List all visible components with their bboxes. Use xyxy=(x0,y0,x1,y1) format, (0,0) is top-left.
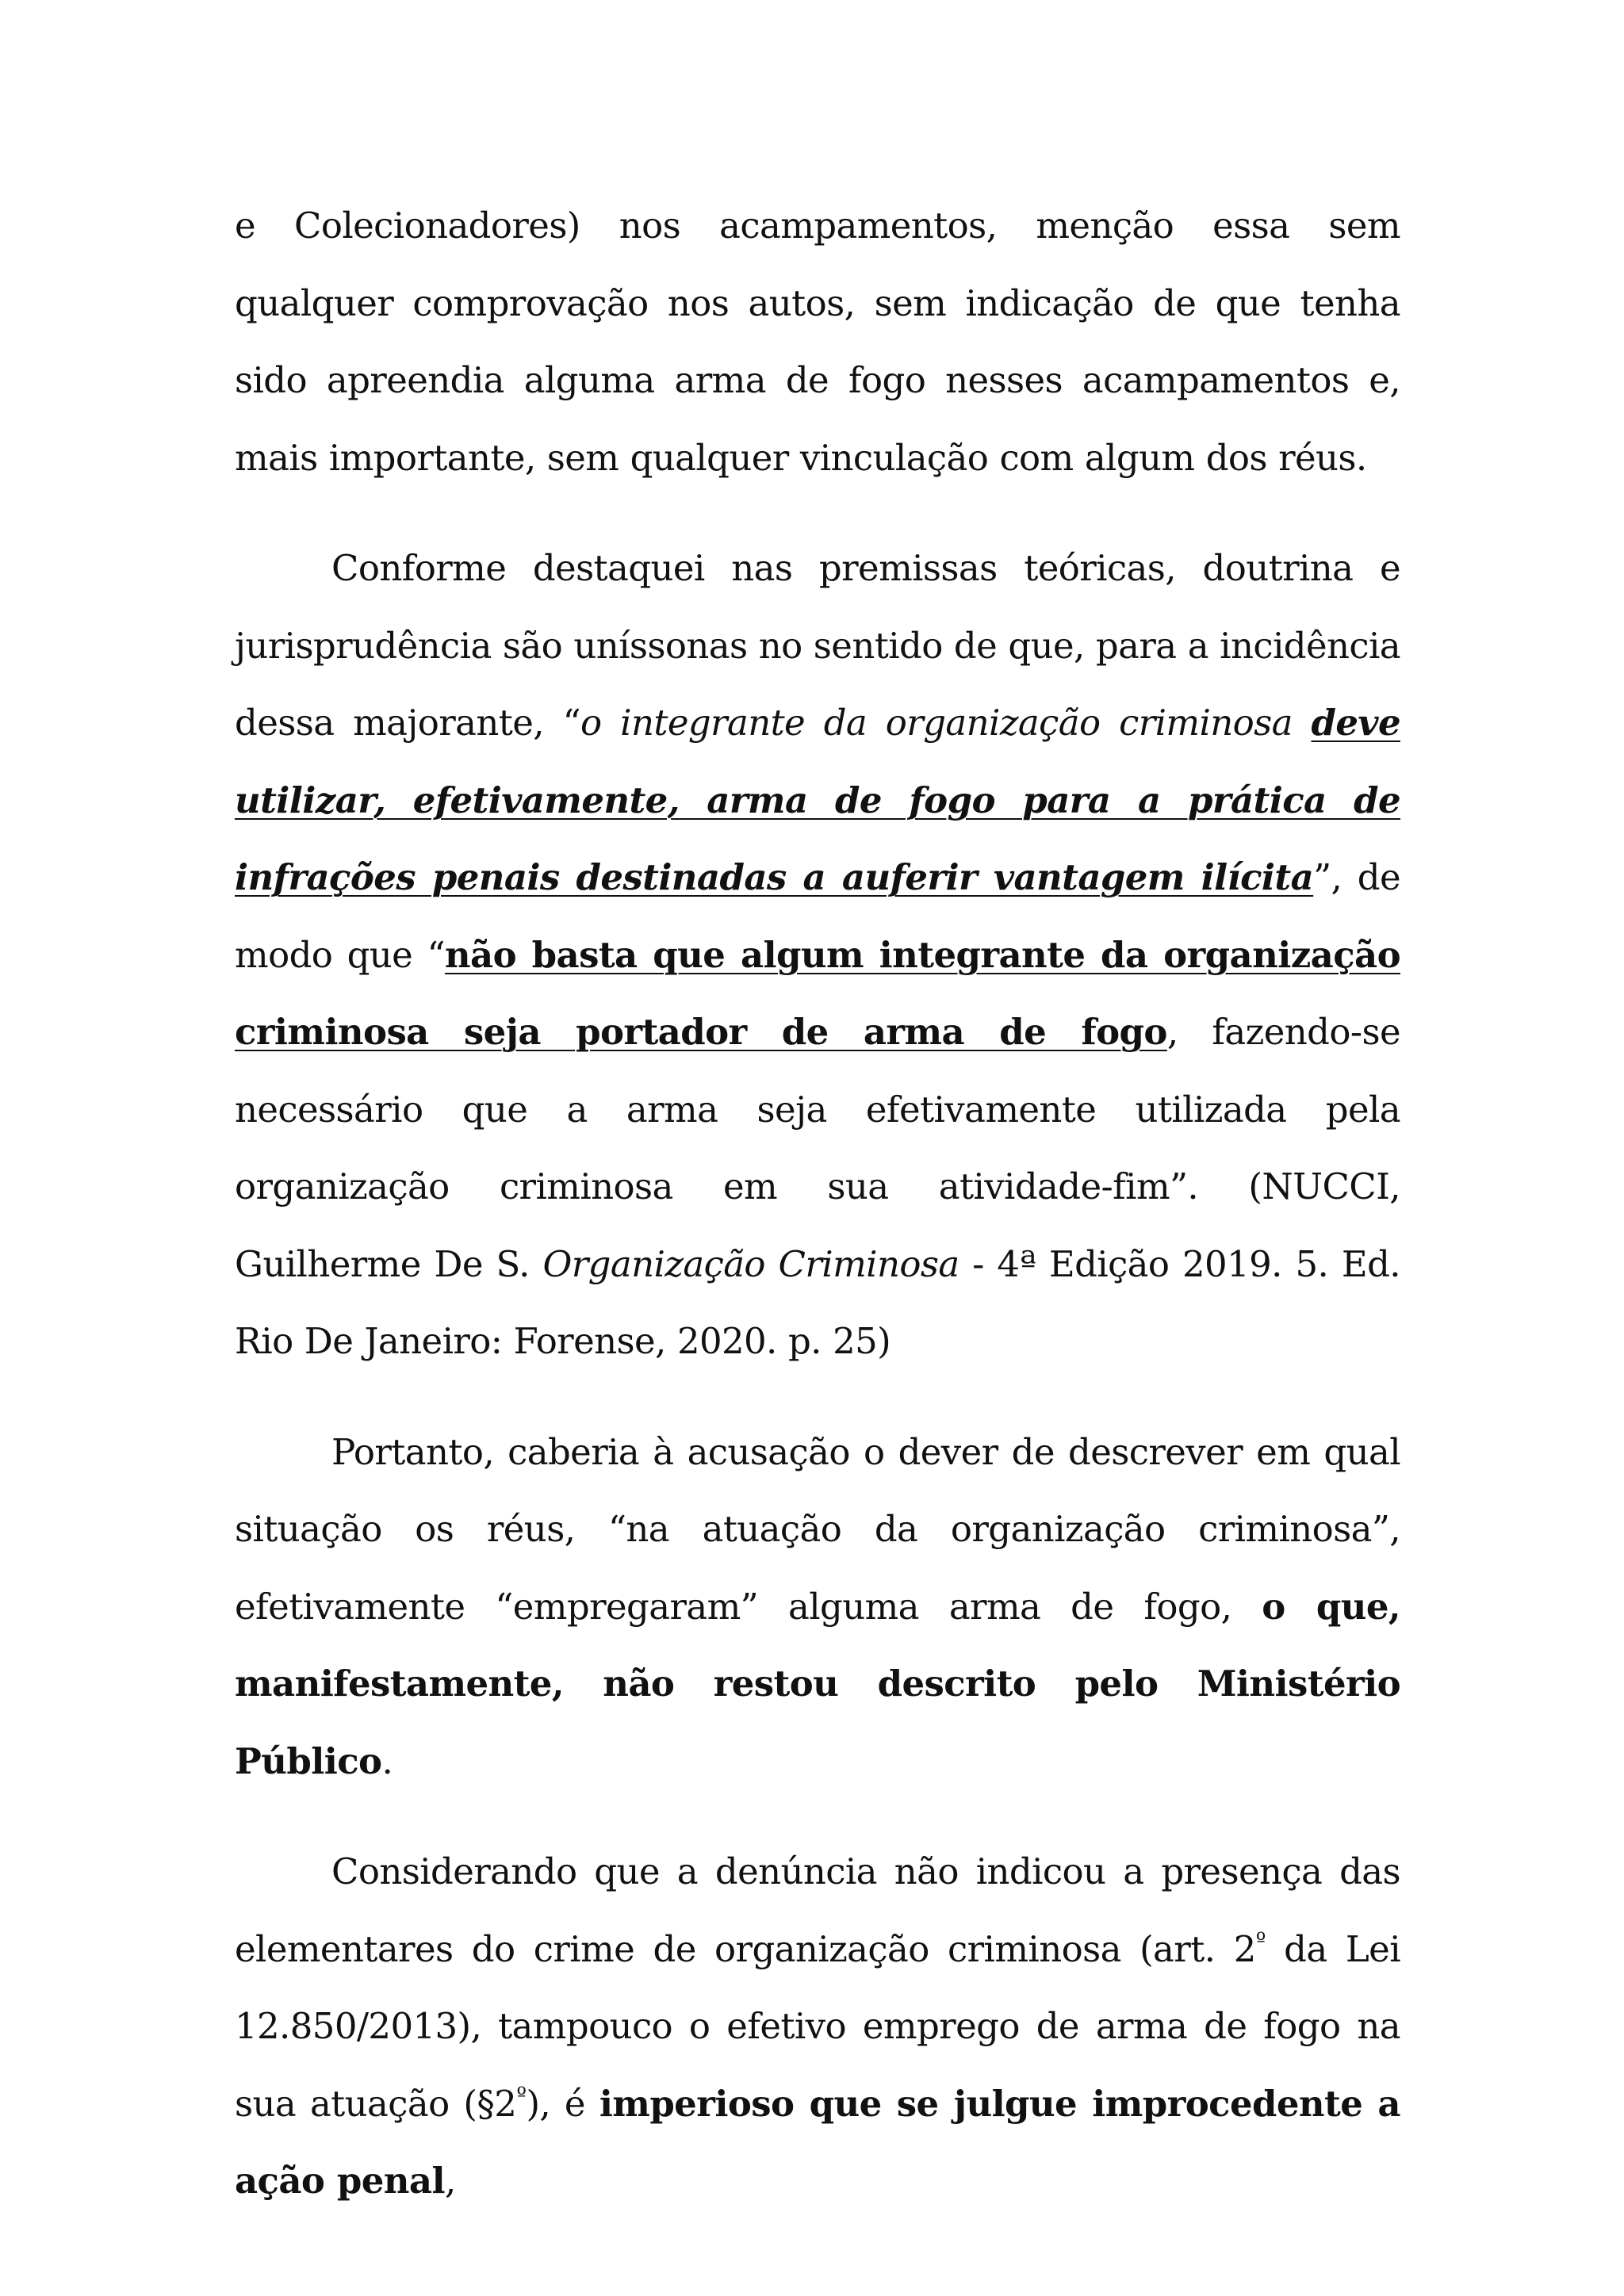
text-run: deve utilizar, efetivamente, arma de fogo para a prática de infrações penais destinadas a auferir vantagem ilícita xyxy=(235,702,1400,898)
text-run: ), é xyxy=(526,2082,599,2125)
text-run: Organização Criminosa xyxy=(542,1242,959,1285)
paragraph-4 xyxy=(235,1833,1400,2220)
text-run: Considerando que a denúncia não indicou a presença das elementares do crime de organização criminosa (art. 2 xyxy=(235,1850,1400,1970)
text-run: , xyxy=(444,2160,456,2202)
text-run: Conforme destaquei nas premissas teóricas, doutrina e jurisprudência são uníssonas no sentido de que, para a incidência dessa majorante, “ xyxy=(235,547,1400,744)
paragraph-2 xyxy=(235,530,1400,1380)
text-run: não basta que algum integrante da organização criminosa seja portador de arma de fogo xyxy=(235,933,1400,1053)
paragraph-3 xyxy=(235,1414,1400,1800)
text-run: o que, manifestamente, não restou descrito pelo Ministério Público xyxy=(235,1585,1400,1782)
text-run: º xyxy=(516,2082,527,2107)
text-run: - 4ª Edição 2019. 5. Ed. Rio De Janeiro: Forense, 2020. p. 25) xyxy=(235,1242,1400,1362)
text-run: , fazendo-se necessário que a arma seja efetivamente utilizada pela organização criminosa em sua atividade-fim”. (NUCCI, Guilherme De S. xyxy=(235,1011,1400,1285)
paragraph-1 xyxy=(235,187,1400,496)
document-page xyxy=(235,187,1400,2220)
text-run: imperioso que se julgue improcedente a ação penal xyxy=(235,2082,1400,2202)
text-run: ”, de modo que “ xyxy=(235,856,1400,976)
text-run: Portanto, caberia à acusação o dever de descrever em qual situação os réus, “na atuação da organização criminosa”, efetivamente “empregaram” alguma arma de fogo, xyxy=(235,1430,1400,1628)
text-run: o integrante da organização criminosa xyxy=(580,702,1312,744)
text-run: da Lei 12.850/2013), tampouco o efetivo emprego de arma de fogo na sua atuação (§2 xyxy=(235,1927,1400,2125)
text-run: . xyxy=(381,1739,393,1782)
text-run: e Colecionadores) nos acampamentos, menção essa sem qualquer comprovação nos autos, sem indicação de que tenha sido apreendia alguma arma de fogo nesses acampamentos e, mais importante, sem qualquer vinculação com algum dos réus. xyxy=(235,205,1400,479)
text-run: º xyxy=(1255,1927,1266,1953)
